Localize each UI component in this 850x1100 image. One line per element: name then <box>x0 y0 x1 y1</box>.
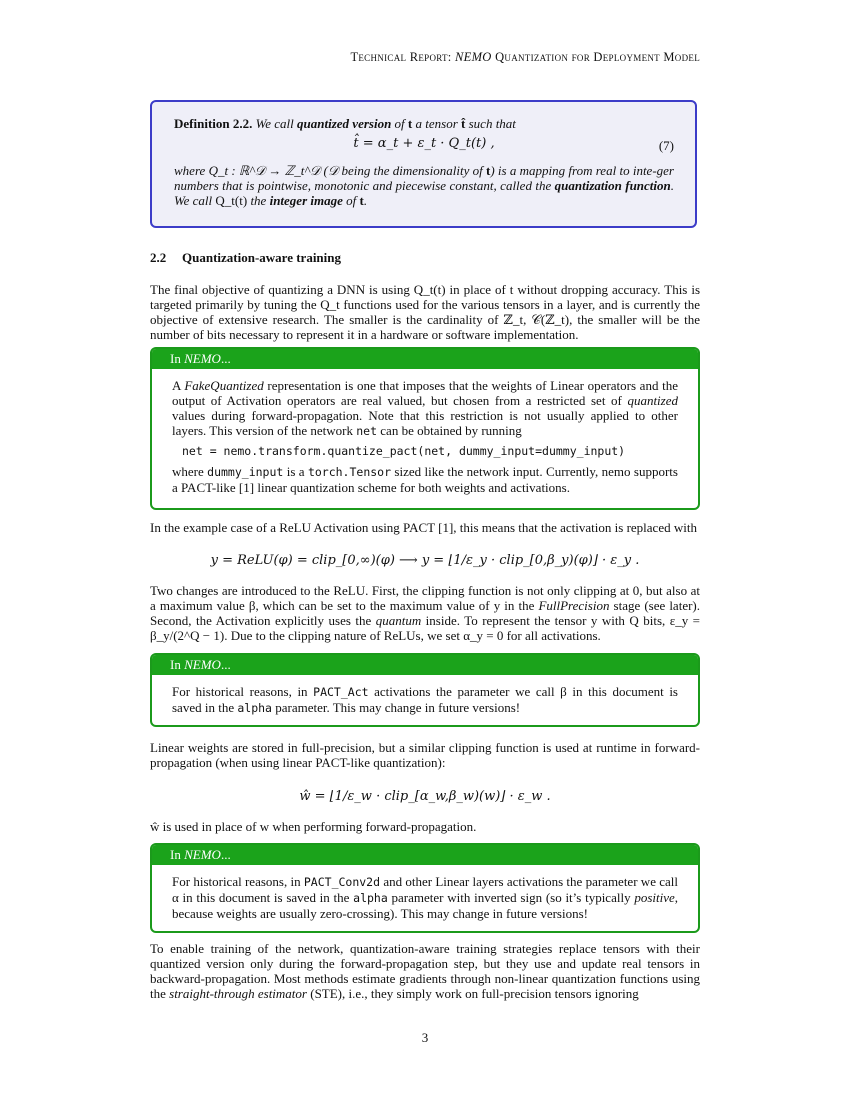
nemo-box-pact-conv2d <box>150 843 700 933</box>
nemo-box-title: In NEMO... <box>152 655 698 675</box>
section-heading <box>150 250 341 266</box>
code-snippet: net = nemo.transform.quantize_pact(net, dummy_input=dummy_input) <box>182 444 626 458</box>
nemo-box-title: In NEMO... <box>152 845 698 865</box>
paragraph-relu-example: In the example case of a ReLU Activation using PACT [1], this means that the activation is replaced with <box>150 520 697 535</box>
definition-label: Definition 2.2. <box>174 116 253 131</box>
paragraph-training: To enable training of the network, quantization-aware training strategies replace tensors with their quantized version only during the forward-propagation step, but they use and update real tensors in backward-propagation. Most methods estimate gradients through non-linear quantization functions using the straight-through estimator (STE), i.e., they simply work on full-precision tensors ignoring <box>150 941 700 1001</box>
running-header: Technical Report: NEMO Quantization for Deployment Model <box>350 50 700 64</box>
equation-7: t̂ = α_t + ε_t · Q_t(t) , (7) <box>353 136 674 153</box>
paragraph-relu-changes: Two changes are introduced to the ReLU. First, the clipping function is not only clipping at 0, but also at a maximum value β, which can be set to the maximum value of y in the FullPrecision stage (see later). Second, the Activation explicitly uses the quantum inside. To represent the tensor y with Q bits, ε_y = β_y/(2^Q − 1). Due to the clipping nature of ReLUs, we set α_y = 0 for all activations. <box>150 583 700 643</box>
paragraph-objective: The final objective of quantizing a DNN is using Q_t(t) in place of t without dropping accuracy. This is targeted primarily by tuning the Q_t functions used for the various tensors in a layer, and is currently the objective of extensive research. The smaller is the cardinality of ℤ_t, 𝒞(ℤ_t), the smaller will be the number of bits necessary to represent it in a hardware or software implementation. <box>150 282 700 342</box>
equation-relu: y = ReLU(φ) = clip_[0,∞)(φ) ⟶ y = ⌊1/ε_y · clip_[0,β_y)(φ)⌋ · ε_y . <box>210 553 640 568</box>
paragraph-w-hat: ŵ is used in place of w when performing forward-propagation. <box>150 819 477 834</box>
nemo-box-pact-act <box>150 653 700 727</box>
equation-number: (7) <box>658 138 674 153</box>
nemo-box-body: A FakeQuantized representation is one that imposes that the weights of Linear operators and the output of Activation operators are real valued, but chosen from a restricted set of quantized values during forward-propagation. Note that this restriction is not usually applied to other layers. This version of the network net can be obtained by running net = nemo.transform.quantize_pact(net, dummy_input=dummy_input) where dummy_input is a torch.Tensor sized like the network input. Currently, nemo supports a PACT-like [1] linear quantization scheme for both weights and activations. <box>172 378 678 495</box>
definition-text: Definition 2.2. We call quantized version of t a tensor t̂ such that t̂ = α_t + ε_t · Q_t(t) , (7) where Q_t : ℝ^𝒟 → ℤ_t^𝒟 (𝒟 being the dimensionality of t) is a mapping from real to inte-ger numbers that is pointwise, monotonic and piecewise constant, called the quantization function. We call Q_t(t) the integer image of t. <box>174 116 675 208</box>
paragraph-linear-weights: Linear weights are stored in full-precision, but a similar clipping function is used at runtime in forward-propagation (when using linear PACT-like quantization): <box>150 740 700 770</box>
nemo-box-body: For historical reasons, in PACT_Act activations the parameter we call β in this document is saved in the alpha parameter. This may change in future versions! <box>172 684 678 715</box>
definition-box <box>150 100 697 228</box>
page-number: 3 <box>421 1030 429 1045</box>
nemo-box-fakequantized <box>150 347 700 510</box>
nemo-box-body: For historical reasons, in PACT_Conv2d and other Linear layers activations the parameter we call α in this document is saved in the alpha parameter with inverted sign (so it’s typically positive, because weights are usually zero-crossing). This may change in future versions! <box>172 874 678 921</box>
nemo-box-title: In NEMO... <box>152 349 698 369</box>
equation-weights: ŵ = ⌊1/ε_w · clip_[α_w,β_w)(w)⌋ · ε_w . <box>299 789 551 804</box>
section-number: 2.2 <box>150 250 167 265</box>
section-title: Quantization-aware training <box>182 250 342 265</box>
